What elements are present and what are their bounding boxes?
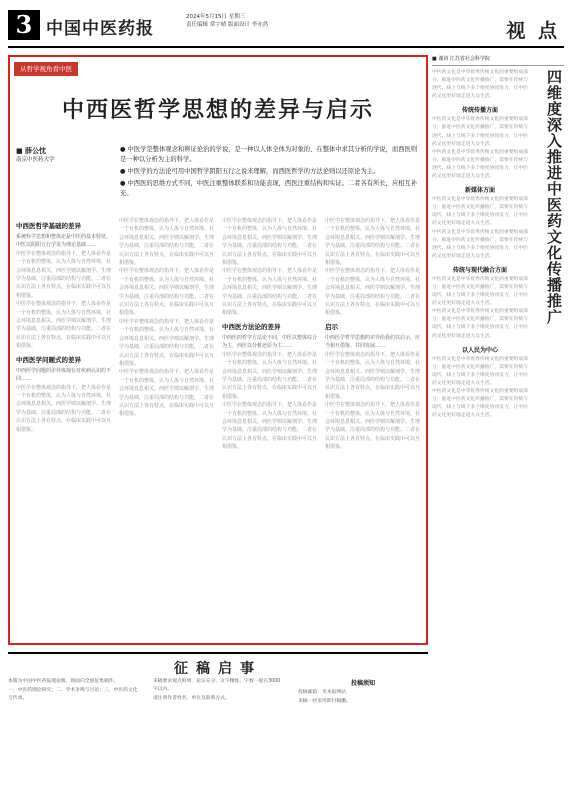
body-text: 中医药文化是中华优秀传统文化的重要组成部分，推进中医药文化传播推广，需要在传统与现代、线上与线下多个维度协同发力，让中医药文化更好地走进大众生活。 xyxy=(432,197,528,227)
body-text: 中医学在整体观念的指导下，把人体看作是一个有机的整体，认为人体与自然环境、社会环境息息相关。西医学则以解剖学、生理学为基础，注重局部的结构与功能。二者在认识方法上各有特点，在临床实践中可以互相借鉴。 xyxy=(222,351,318,400)
notice-text: 一、中医药理论研究；二、学术争鸣与讨论；三、中医药文化与传承。 xyxy=(8,688,138,701)
body-text: 中医学在整体观念的指导下，把人体看作是一个有机的整体，认为人体与自然环境、社会环境息息相关。西医学则以解剖学、生理学为基础，注重局部的结构与功能。二者在认识方法上各有特点，在临床实践中可以互相借鉴。 xyxy=(16,301,112,350)
notice-column-2 xyxy=(153,678,283,782)
body-text: 中医药文化是中华优秀传统文化的重要组成部分，推进中医药文化传播推广，需要在传统与现代、线上与线下多个维度协同发力，让中医药文化更好地走进大众生活。 xyxy=(432,70,528,100)
body-text: 中医学在整体观念的指导下，把人体看作是一个有机的整体，认为人体与自然环境、社会环境息息相关。西医学则以解剖学、生理学为基础，注重局部的结构与功能。二者在认识方法上各有特点，在临床实践中可以互相借鉴。 xyxy=(119,268,215,317)
issue-meta xyxy=(186,13,268,29)
body-text: 中医药文化是中华优秀传统文化的重要组成部分，推进中医药文化传播推广，需要在传统与现代、线上与线下多个维度协同发力，让中医药文化更好地走进大众生活。 xyxy=(432,276,528,307)
article-lead xyxy=(120,145,420,201)
body-text: 中医学在整体观念的指导下，把人体看作是一个有机的整体，认为人体与自然环境、社会环境息息相关。西医学则以解剖学、生理学为基础，注重局部的结构与功能。二者在认识方法上各有特点，在临床实践中可以互相借鉴。 xyxy=(119,369,215,418)
section-heading: 中西医哲学基础的差异 xyxy=(16,222,81,230)
body-text: 中医药文化是中华优秀传统文化的重要组成部分，推进中医药文化传播推广，需要在传统与现代、线上与线下多个维度协同发力，让中医药文化更好地走进大众生活。 xyxy=(432,389,528,419)
notice-column-3 xyxy=(298,678,428,782)
article-body xyxy=(16,217,422,637)
lead-point: ● 中医学的方法论可用中国哲学阴阳五行之说来理解，而西医哲学的方法论则以还原论为主。 xyxy=(120,168,380,175)
notice-text: 来稿一经采用即付稿酬。 xyxy=(298,699,351,704)
right-section-heading: 新媒体方面 xyxy=(464,187,495,195)
issue-date: 2024年5月15日 星期三 xyxy=(186,14,246,20)
call-for-papers[interactable] xyxy=(8,652,428,782)
masthead xyxy=(8,10,564,44)
notice-text: 请注明作者姓名、单位及联系方式。 xyxy=(153,696,230,701)
notice-text: 本版为中国中医药报理论版，现面向全国征集稿件。 xyxy=(8,679,119,684)
page-number: 3 xyxy=(8,10,40,40)
right-section-heading: 传统传播方面 xyxy=(461,107,498,115)
author-name: ■ 薛公忱 xyxy=(16,147,47,155)
section-intro: 系统科学思想和整体论是中医的基本特征，中医以阴阳五行学说为理论基础…… xyxy=(16,234,112,249)
notice-text: 来稿要求观点鲜明、论证充分、文字精炼，字数一般在3000字以内。 xyxy=(153,679,281,692)
body-text: 中医学在整体观念的指导下，把人体看作是一个有机的整体，认为人体与自然环境、社会环境息息相关。西医学则以解剖学、生理学为基础，注重局部的结构与功能。二者在认识方法上各有特点，在临床实践中可以互相借鉴。 xyxy=(222,402,318,451)
body-text: 中医药文化是中华优秀传统文化的重要组成部分，推进中医药文化传播推广，需要在传统与现代、线上与线下多个维度协同发力，让中医药文化更好地走进大众生活。 xyxy=(432,309,528,339)
body-column-3 xyxy=(222,217,319,637)
right-section-heading: 传统与现代融合方面 xyxy=(452,266,507,274)
section-intro: 中西医学问题的差异体现在对疾病认识的不同…… xyxy=(16,367,112,383)
masthead-rule xyxy=(8,46,564,48)
editor-line: 责任编辑 常宇晴 版面设计 李亦然 xyxy=(186,22,269,28)
right-body xyxy=(432,69,528,641)
column-tag: 从哲学视角看中医 xyxy=(14,62,78,76)
section-intro: 中西医的哲学方法论不同，中医以整体综合为主，西医以分析还原为主…… xyxy=(222,334,318,350)
body-text: 中医学在整体观念的指导下，把人体看作是一个有机的整体，认为人体与自然环境、社会环境息息相关。西医学则以解剖学、生理学为基础，注重局部的结构与功能。二者在认识方法上各有特点，在临床实践中可以互相借鉴。 xyxy=(119,218,215,267)
section-heading: 中西医方法论的差异 xyxy=(222,322,281,331)
body-text: 中医药文化是中华优秀传统文化的重要组成部分，推进中医药文化传播推广，需要在传统与现代、线上与线下多个维度协同发力，让中医药文化更好地走进大众生活。 xyxy=(432,229,528,259)
right-section-heading: 以人民为中心 xyxy=(461,346,498,354)
lead-point: ● 中医学是整体观念和辨证论治的学说，是一种以人体全体为对象的、在整体中求其分析的学说，而西医则是一种以分析为主的科学。 xyxy=(120,146,418,163)
body-text: 中医学在整体观念的指导下，把人体看作是一个有机的整体，认为人体与自然环境、社会环境息息相关。西医学则以解剖学、生理学为基础，注重局部的结构与功能。二者在认识方法上各有特点，在临床实践中可以互相借鉴。 xyxy=(222,268,318,317)
right-headline: 四维度深入推进中医药文化传播推广 xyxy=(545,69,563,325)
notice-title: 征稿启事 xyxy=(174,661,262,677)
article-byline xyxy=(16,147,108,165)
notice-column-1 xyxy=(8,678,138,782)
body-text: 中医学在整体观念的指导下，把人体看作是一个有机的整体，认为人体与自然环境、社会环境息息相关。西医学则以解剖学、生理学为基础，注重局部的结构与功能。二者在认识方法上各有特点，在临床实践中可以互相借鉴。 xyxy=(325,351,421,400)
section-heading: 中西医学问题式的差异 xyxy=(16,355,81,364)
body-column-2 xyxy=(119,217,216,637)
right-article[interactable] xyxy=(432,55,564,645)
body-text: 中医学在整体观念的指导下，把人体看作是一个有机的整体，认为人体与自然环境、社会环境息息相关。西医学则以解剖学、生理学为基础，注重局部的结构与功能。二者在认识方法上各有特点，在临床实践中可以互相借鉴。 xyxy=(222,218,318,267)
body-text: 中医学在整体观念的指导下，把人体看作是一个有机的整体，认为人体与自然环境、社会环境息息相关。西医学则以解剖学、生理学为基础，注重局部的结构与功能。二者在认识方法上各有特点，在临床实践中可以互相借鉴。 xyxy=(119,318,215,367)
section-heading: 启示 xyxy=(325,322,338,331)
body-text: 中医学在整体观念的指导下，把人体看作是一个有机的整体，认为人体与自然环境、社会环境息息相关。西医学则以解剖学、生理学为基础，注重局部的结构与功能。二者在认识方法上各有特点，在临床实践中可以互相借鉴。 xyxy=(325,268,421,317)
body-text: 中医学在整体观念的指导下，把人体看作是一个有机的整体，认为人体与自然环境、社会环境息息相关。西医学则以解剖学、生理学为基础，注重局部的结构与功能。二者在认识方法上各有特点，在临床实践中可以互相借鉴。 xyxy=(16,384,112,433)
newspaper-title: 中国中医药报 xyxy=(46,19,154,39)
body-text: 中医学在整体观念的指导下，把人体看作是一个有机的整体，认为人体与自然环境、社会环境息息相关。西医学则以解剖学、生理学为基础，注重局部的结构与功能。二者在认识方法上各有特点，在临床实践中可以互相借鉴。 xyxy=(325,218,421,267)
body-text: 中医药文化是中华优秀传统文化的重要组成部分，推进中医药文化传播推广，需要在传统与现代、线上与线下多个维度协同发力，让中医药文化更好地走进大众生活。 xyxy=(432,356,528,386)
section-title: 视 点 xyxy=(506,20,560,42)
body-text: 中医学在整体观念的指导下，把人体看作是一个有机的整体，认为人体与自然环境、社会环境息息相关。西医学则以解剖学、生理学为基础，注重局部的结构与功能。二者在认识方法上各有特点，在临床实践中可以互相借鉴。 xyxy=(325,402,421,451)
body-text: 中医药文化是中华优秀传统文化的重要组成部分，推进中医药文化传播推广，需要在传统与现代、线上与线下多个维度协同发力，让中医药文化更好地走进大众生活。 xyxy=(432,149,528,180)
right-byline: ■ 谢涛 江苏省社会科学院 xyxy=(432,55,564,66)
body-column-4 xyxy=(325,217,422,637)
notice-text: 投稿邮箱：见本报网站 xyxy=(298,690,346,695)
main-article[interactable] xyxy=(8,55,428,645)
author-unit: 南京中医药大学 xyxy=(16,157,55,163)
section-intro: 中西医学哲学思想的差异给我们以启示，应当相互借鉴、共同发展…… xyxy=(325,334,421,350)
body-text: 中医药文化是中华优秀传统文化的重要组成部分，推进中医药文化传播推广，需要在传统与现代、线上与线下多个维度协同发力，让中医药文化更好地走进大众生活。 xyxy=(432,117,528,147)
lead-point: ● 中西医的思维方式不同，中医注重整体联系和功能表现，西医注重结构和实证。二者各有所长，应相互补充。 xyxy=(120,180,418,197)
body-column-1 xyxy=(16,217,113,637)
submission-title: 投稿须知 xyxy=(350,680,375,687)
body-text: 中医学在整体观念的指导下，把人体看作是一个有机的整体，认为人体与自然环境、社会环境息息相关。西医学则以解剖学、生理学为基础，注重局部的结构与功能。二者在认识方法上各有特点，在临床实践中可以互相借鉴。 xyxy=(16,250,112,299)
article-headline: 中西医哲学思想的差异与启示 xyxy=(61,97,374,123)
